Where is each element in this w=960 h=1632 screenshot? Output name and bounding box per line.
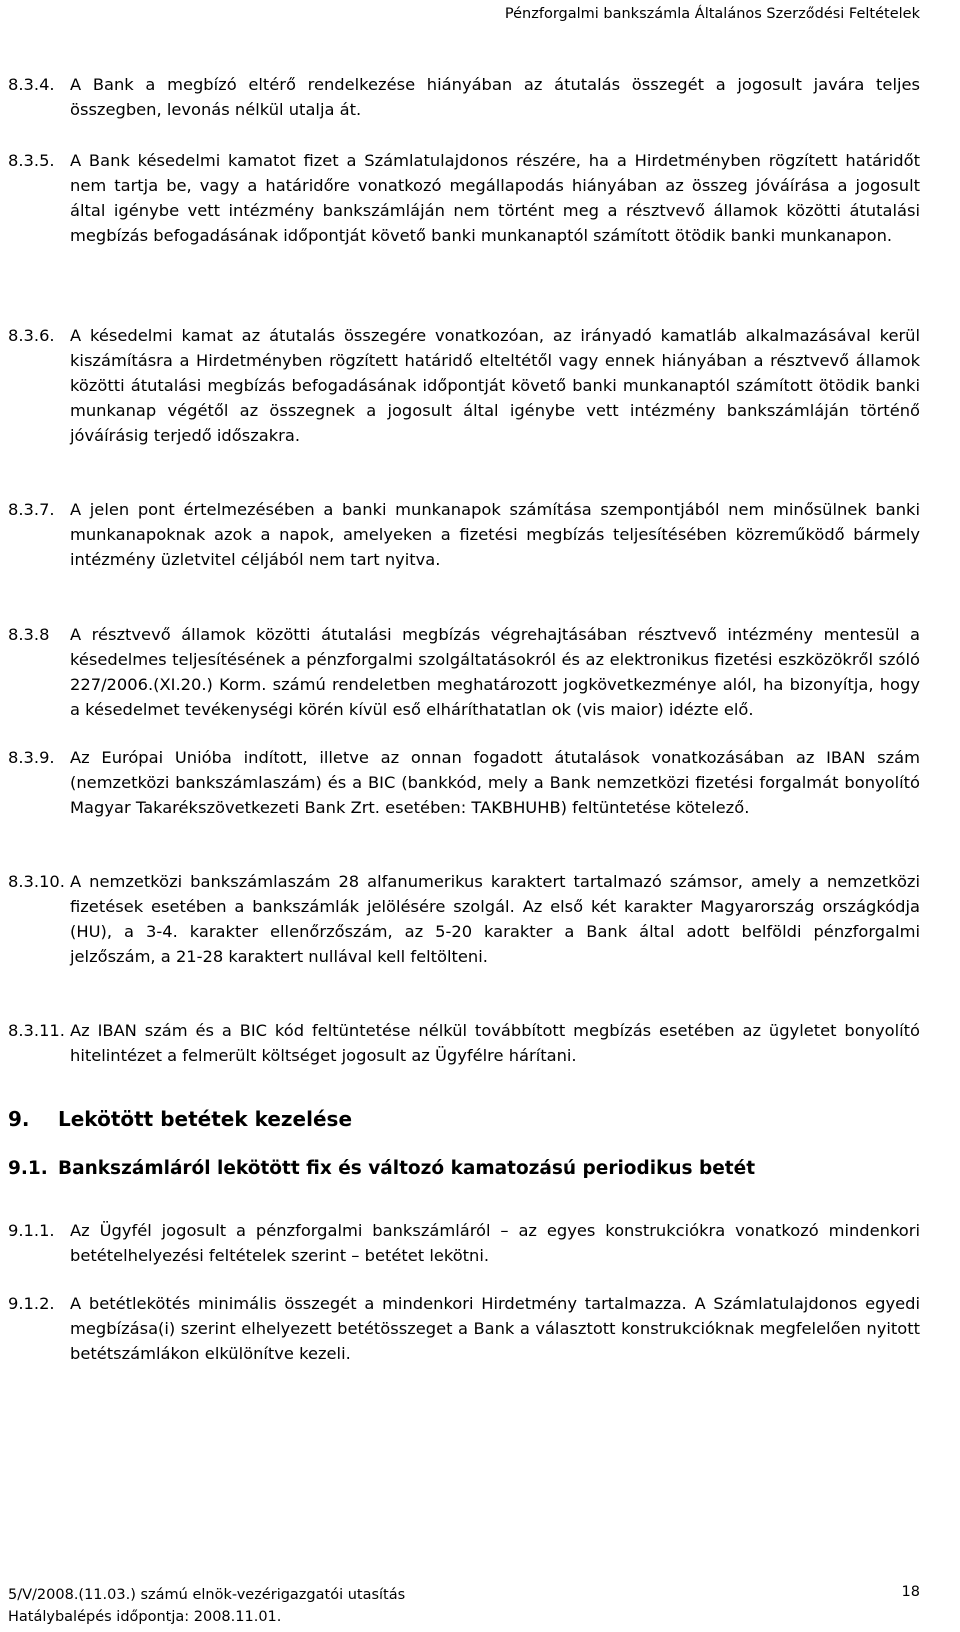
paragraph-text: Az Európai Unióba indított, illetve az onnan fogadott átutalások vonatkozásában az IBAN szám (nemzetközi bankszámlaszám) és a BIC (bankkód, mely a Bank nemzetközi fizetési forgalmát bonyolító Magyar Takarékszövetkezeti Bank Zrt. esetében: TAKBHUHB) feltüntetése kötelező. [70, 748, 920, 817]
page-header-title: Pénzforgalmi bankszámla Általános Szerződési Feltételek [504, 6, 920, 22]
page-number: 18 [901, 1584, 920, 1600]
paragraph-text: A betétlekötés minimális összegét a mindenkori Hirdetmény tartalmazza. A Számlatulajdonos egyedi megbízása(i) szerint elhelyezett betétösszeget a Bank a választott konstrukcióknak megfelelően nyitott betétszámlákon elkülönítve kezeli. [70, 1294, 920, 1363]
paragraph-text: A résztvevő államok közötti átutalási megbízás végrehajtásában résztvevő intézmény mentesül a késedelmes teljesítésének a pénzforgalmi szolgáltatásokról és az elektronikus fizetési eszközökről szóló 227/2006.(XI.20.) Korm. számú rendeletben meghatározott jogkövetkezménye alól, ha bizonyítja, hogy a késedelmet tevékenységi körén kívül eső elháríthatatlan ok (vis maior) idézte elő. [70, 625, 920, 719]
paragraph-8-3-6 [8, 323, 920, 448]
paragraph-8-3-5 [8, 148, 920, 248]
paragraph-text: Az IBAN szám és a BIC kód feltüntetése nélkül továbbított megbízás esetében az ügyletet bonyolító hitelintézet a felmerült költséget jogosult az Ügyfélre hárítani. [70, 1021, 920, 1065]
paragraph-text: A Bank a megbízó eltérő rendelkezése hiányában az átutalás összegét a jogosult javára teljes összegben, levonás nélkül utalja át. [70, 75, 920, 119]
section-title: Bankszámláról lekötött fix és változó kamatozású periodikus betét [58, 1158, 756, 1179]
footer-text [8, 1584, 405, 1628]
paragraph-8-3-9 [8, 745, 920, 820]
footer-line-2: Hatálybalépés időpontja: 2008.11.01. [8, 1609, 282, 1625]
section-number: 9. [8, 1107, 30, 1131]
footer-line-1: 5/V/2008.(11.03.) számú elnök-vezérigazgatói utasítás [8, 1587, 406, 1603]
section-title: Lekötött betétek kezelése [58, 1107, 353, 1131]
paragraph-number: 8.3.5. [8, 151, 55, 170]
paragraph-text: Az Ügyfél jogosult a pénzforgalmi bankszámláról – az egyes konstrukciókra vonatkozó mindenkori betételhelyezési feltételek szerint – betétet lekötni. [70, 1221, 920, 1265]
section-heading-9 [8, 1105, 920, 1133]
paragraph-text: A nemzetközi bankszámlaszám 28 alfanumerikus karaktert tartalmazó számsor, amely a nemzetközi fizetések esetében a bankszámlák jelölésére szolgál. Az első két karakter Magyarország országkódja (HU), a 3-4. karakter ellenőrzőszám, az 5-20 karakter a Bank által adott belföldi pénzforgalmi jelzőszám, a 21-28 karaktert nullával kell feltölteni. [70, 872, 920, 966]
paragraph-9-1-1 [8, 1218, 920, 1268]
paragraph-number: 8.3.10. [8, 872, 65, 891]
paragraph-text: A jelen pont értelmezésében a banki munkanapok számítása szempontjából nem minősülnek banki munkanapoknak azok a napok, amelyeken a fizetési megbízás teljesítésében közreműködő bármely intézmény üzletvitel céljából nem tart nyitva. [70, 500, 920, 569]
paragraph-number: 8.3.11. [8, 1021, 65, 1040]
paragraph-text: A Bank késedelmi kamatot fizet a Számlatulajdonos részére, ha a Hirdetményben rögzített határidőt nem tartja be, vagy a határidőre vonatkozó megállapodás hiányában az összeg jóváírása a jogosult által igénybe vett intézmény bankszámláján nem történt meg a résztvevő államok közötti átutalási megbízás befogadásának időpontját követő banki munkanaptól számított ötödik banki munkanapon. [70, 151, 920, 245]
paragraph-number: 9.1.2. [8, 1294, 55, 1313]
section-heading-9-1 [8, 1155, 920, 1183]
paragraph-8-3-10 [8, 869, 920, 969]
paragraph-text: A késedelmi kamat az átutalás összegére vonatkozóan, az irányadó kamatláb alkalmazásával kerül kiszámításra a Hirdetményben rögzített határidő elteltétől vagy ennek hiányában a résztvevő államok közötti átutalási megbízás befogadásának időpontját követő banki munkanaptól számított ötödik banki munkanap végétől az összegnek a jogosult által igénybe vett intézmény bankszámláján történő jóváírásig terjedő időszakra. [70, 326, 920, 445]
paragraph-number: 9.1.1. [8, 1221, 55, 1240]
paragraph-8-3-7 [8, 497, 920, 572]
paragraph-number: 8.3.8 [8, 625, 50, 644]
paragraph-number: 8.3.4. [8, 75, 55, 94]
paragraph-8-3-8 [8, 622, 920, 722]
paragraph-9-1-2 [8, 1291, 920, 1366]
paragraph-number: 8.3.6. [8, 326, 55, 345]
paragraph-number: 8.3.7. [8, 500, 55, 519]
paragraph-8-3-11 [8, 1018, 920, 1068]
paragraph-8-3-4 [8, 72, 920, 122]
paragraph-number: 8.3.9. [8, 748, 55, 767]
section-number: 9.1. [8, 1158, 48, 1179]
